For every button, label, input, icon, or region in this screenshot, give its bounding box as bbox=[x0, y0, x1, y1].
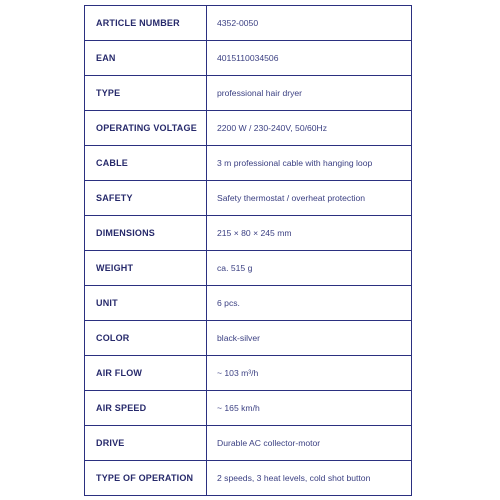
spec-row-unit bbox=[85, 286, 412, 321]
spec-value: professional hair dryer bbox=[207, 76, 412, 111]
spec-label: AIR SPEED bbox=[85, 391, 207, 426]
spec-value: ca. 515 g bbox=[207, 251, 412, 286]
spec-row-operating-voltage bbox=[85, 111, 412, 146]
spec-row-color bbox=[85, 321, 412, 356]
spec-row-air-speed bbox=[85, 391, 412, 426]
specification-table bbox=[84, 5, 412, 496]
spec-label: WEIGHT bbox=[85, 251, 207, 286]
spec-value: ~ 103 m³/h bbox=[207, 356, 412, 391]
spec-label: EAN bbox=[85, 41, 207, 76]
spec-row-drive bbox=[85, 426, 412, 461]
spec-value: Safety thermostat / overheat protection bbox=[207, 181, 412, 216]
spec-label: UNIT bbox=[85, 286, 207, 321]
spec-row-ean bbox=[85, 41, 412, 76]
spec-label: CABLE bbox=[85, 146, 207, 181]
spec-label: DRIVE bbox=[85, 426, 207, 461]
spec-value: 2200 W / 230-240V, 50/60Hz bbox=[207, 111, 412, 146]
spec-row-article-number bbox=[85, 6, 412, 41]
spec-row-dimensions bbox=[85, 216, 412, 251]
spec-value: 4352-0050 bbox=[207, 6, 412, 41]
spec-row-type bbox=[85, 76, 412, 111]
spec-label: SAFETY bbox=[85, 181, 207, 216]
spec-value: Durable AC collector-motor bbox=[207, 426, 412, 461]
spec-value: ~ 165 km/h bbox=[207, 391, 412, 426]
spec-value: black-silver bbox=[207, 321, 412, 356]
spec-row-type-of-operation bbox=[85, 461, 412, 496]
spec-row-cable bbox=[85, 146, 412, 181]
spec-value: 6 pcs. bbox=[207, 286, 412, 321]
spec-label: ARTICLE NUMBER bbox=[85, 6, 207, 41]
spec-row-safety bbox=[85, 181, 412, 216]
spec-row-air-flow bbox=[85, 356, 412, 391]
spec-value: 2 speeds, 3 heat levels, cold shot button bbox=[207, 461, 412, 496]
spec-value: 3 m professional cable with hanging loop bbox=[207, 146, 412, 181]
spec-label: AIR FLOW bbox=[85, 356, 207, 391]
spec-value: 215 × 80 × 245 mm bbox=[207, 216, 412, 251]
spec-label: TYPE bbox=[85, 76, 207, 111]
spec-label: DIMENSIONS bbox=[85, 216, 207, 251]
spec-value: 4015110034506 bbox=[207, 41, 412, 76]
spec-row-weight bbox=[85, 251, 412, 286]
spec-label: COLOR bbox=[85, 321, 207, 356]
spec-label: TYPE OF OPERATION bbox=[85, 461, 207, 496]
spec-label: OPERATING VOLTAGE bbox=[85, 111, 207, 146]
